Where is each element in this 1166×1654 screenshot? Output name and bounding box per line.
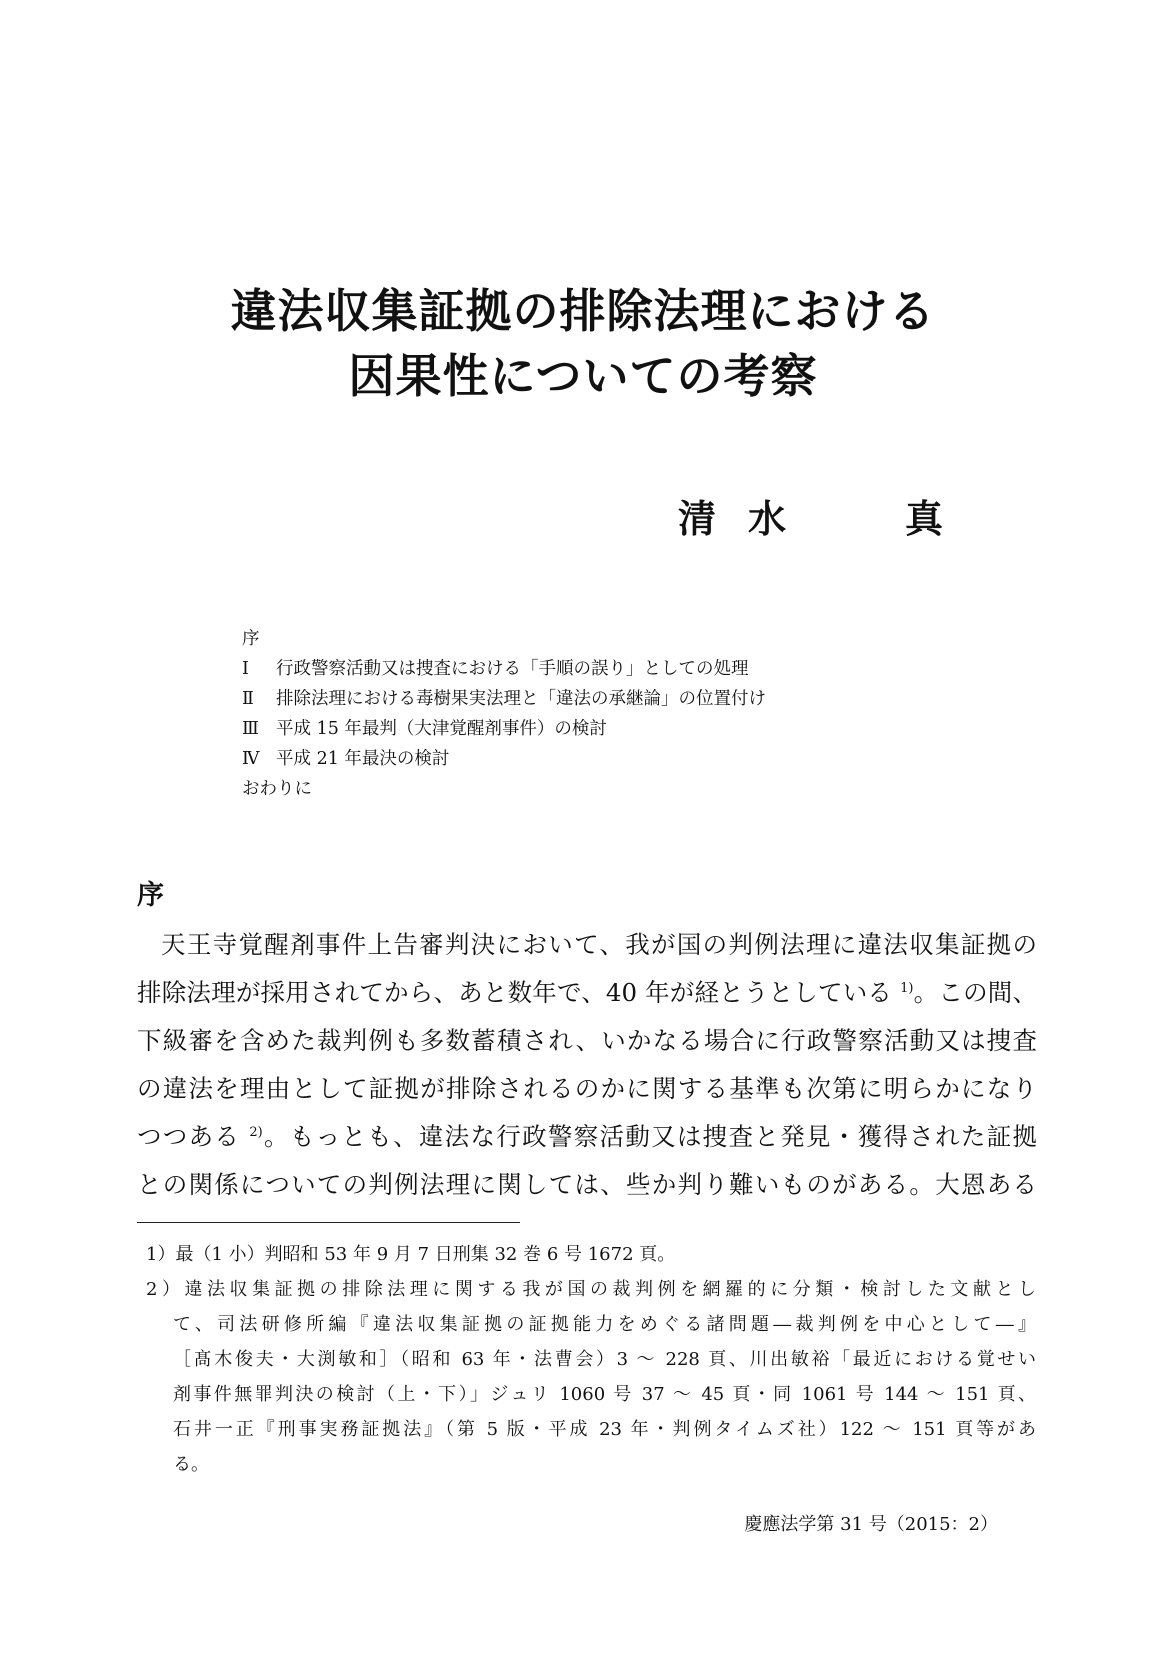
toc-item-label: 排除法理における毒樹果実法理と「違法の承継論」の位置付け (276, 689, 766, 709)
footnote-2-line: 石井一正『刑事実務証拠法』（第 5 版・平成 23 年・判例タイムズ社）122 ～ 151 頁等があ (173, 1419, 1036, 1440)
body-line: の違法を理由として証拠が排除されるのかに関する基準も次第に明らかになり (137, 1074, 1037, 1103)
toc-item-label: 序 (242, 629, 260, 649)
toc-item-number: Ⅳ (242, 749, 260, 769)
body-line: 天王寺覚醒剤事件上告審判決において、我が国の判例法理に違法収集証拠の (161, 930, 1037, 959)
toc-item (242, 714, 766, 744)
toc-item (242, 624, 766, 654)
body-line (137, 1113, 1037, 1161)
toc-item-number: Ⅰ (242, 659, 249, 679)
section-heading: 序 (137, 880, 164, 912)
toc-item (242, 654, 766, 684)
toc-item-label: 平成 21 年最決の検討 (276, 749, 450, 769)
footnote-ref: 1) (900, 981, 914, 996)
table-of-contents (242, 624, 766, 804)
paper-title-line-1: 違法収集証拠の排除法理における (230, 283, 936, 338)
toc-item (242, 684, 766, 714)
footnote-ref: 2) (249, 1125, 263, 1140)
toc-item-label: 行政警察活動又は捜査における「手順の誤り」としての処理 (276, 659, 749, 679)
body-paragraph (137, 921, 1037, 1209)
toc-item-label: 平成 15 年最判（大津覚醒剤事件）の検討 (276, 719, 607, 739)
author-given-name: 真 (905, 496, 944, 541)
toc-item (242, 774, 766, 804)
footnote-2-line: 剤事件無罪判決の検討（上・下）」ジュリ 1060 号 37 ～ 45 頁・同 1061 号 144 ～ 151 頁、 (173, 1384, 1036, 1405)
body-line: 下級審を含めた裁判例も多数蓄積され、いかなる場合に行政警察活動又は捜査 (137, 1026, 1037, 1055)
body-text-segment: 。もっとも、違法な行政警察活動又は捜査と発見・獲得された証拠 (262, 1122, 1038, 1151)
author-family-name-2: 水 (748, 496, 787, 541)
toc-item-number: Ⅲ (242, 719, 259, 739)
footnote-1: 1）最（1 小）判昭和 53 年 9 月 7 日刑集 32 巻 6 号 1672 頁。 (146, 1244, 676, 1265)
body-text-segment: 排除法理が採用されてから、あと数年で、40 年が経とうとしている (137, 978, 893, 1007)
footnote-2-line: て、司法研修所編『違法収集証拠の証拠能力をめぐる諸問題―裁判例を中心として―』 (173, 1314, 1036, 1335)
body-text-segment: つつある (137, 1122, 241, 1151)
journal-citation: 慶應法学第 31 号（2015：2） (744, 1514, 998, 1535)
toc-item (242, 744, 766, 774)
body-line: との関係についての判例法理に関しては、些か判り難いものがある。大恩ある (137, 1170, 1037, 1199)
paper-title-line-2: 因果性についての考察 (348, 348, 818, 403)
body-text-segment: 。この間、 (913, 978, 1037, 1007)
footnote-divider (137, 1222, 520, 1223)
body-line (137, 969, 1037, 1017)
toc-item-number: Ⅱ (242, 689, 254, 709)
footnote-2-line: る。 (173, 1454, 209, 1475)
footnote-2-line: 2）違法収集証拠の排除法理に関する我が国の裁判例を網羅的に分類・検討した文献とし (146, 1279, 1036, 1300)
toc-item-label: おわりに (242, 779, 312, 799)
footnote-2-line: ［髙木俊夫・大渕敏和］（昭和 63 年・法曹会）3 ～ 228 頁、川出敏裕「最近における覚せい (173, 1349, 1036, 1370)
author-family-name-1: 清 (678, 496, 717, 541)
footnotes (146, 1237, 1036, 1482)
